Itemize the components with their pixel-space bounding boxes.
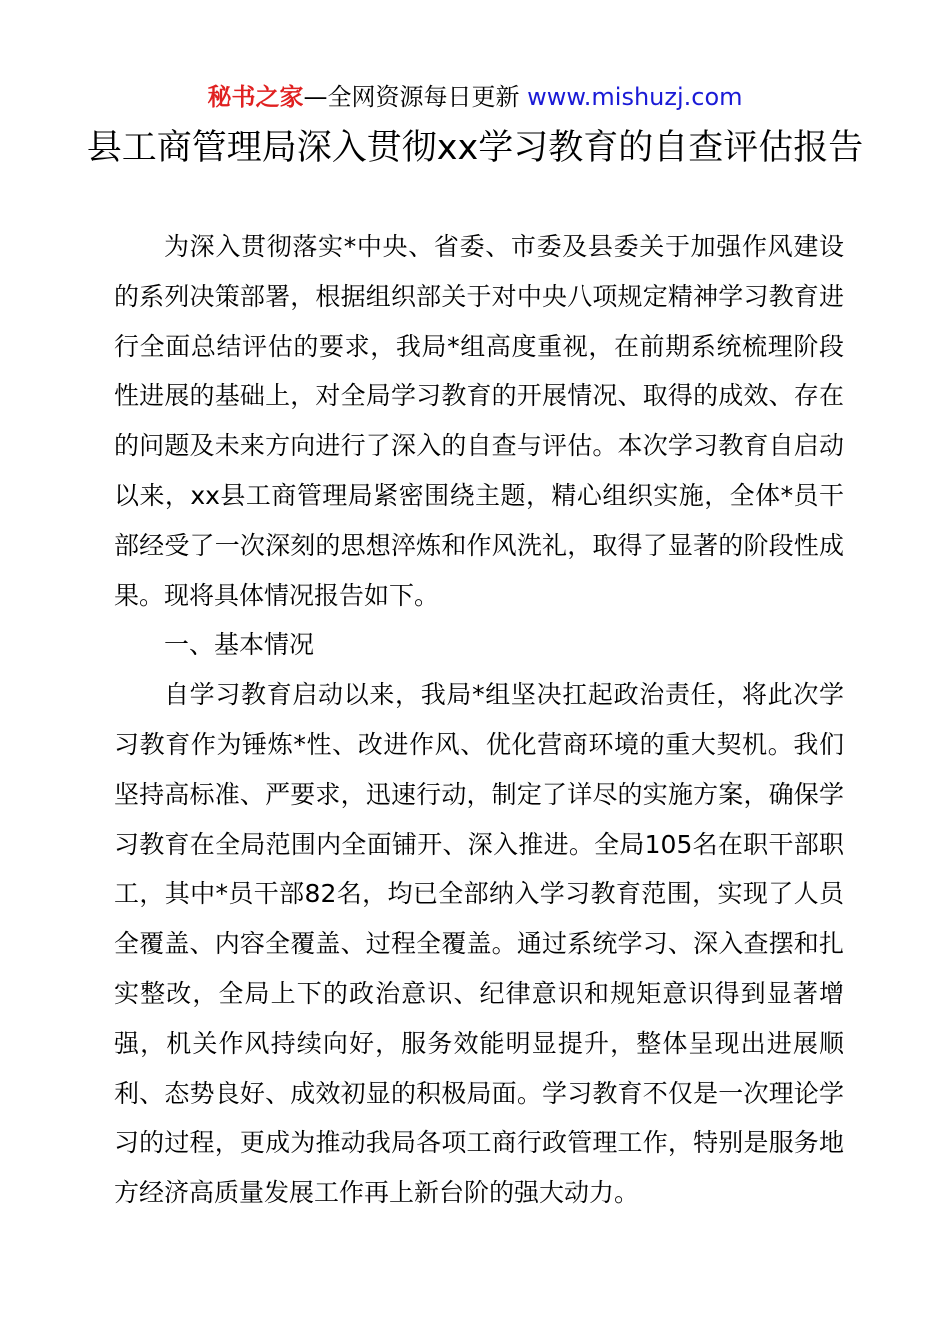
section-heading: 一、基本情况: [164, 630, 315, 660]
intro-paragraph: 为深入贯彻落实*中央、省委、市委及县委关于加强作风建设的系列决策部署，根据组织部关于对中央八项规定精神学习教育进行全面总结评估的要求，我局*组高度重视，在前期系统梳理阶段性进展的基础上，对全局学习教育的开展情况、取得的成效、存在的问题及未来方向进行了深入的自查与评估。本次学习教育自启动以来，xx县工商管理局紧密围绕主题，精心组织实施，全体*员干部经受了一次深刻的思想淬炼和作风洗礼，取得了显著的阶段性成果。现将具体情况报告如下。: [114, 232, 844, 610]
document-title: 县工商管理局深入贯彻xx学习教育的自查评估报告: [86, 128, 864, 168]
site-header: [0, 80, 950, 114]
brand-name: 秘书之家: [207, 83, 304, 111]
body-paragraph: 自学习教育启动以来，我局*组坚决扛起政治责任，将此次学习教育作为锤炼*性、改进作风、优化营商环境的重大契机。我们坚持高标准、严要求，迅速行动，制定了详尽的实施方案，确保学习教育在全局范围内全面铺开、深入推进。全局105名在职干部职工，其中*员干部82名，均已全部纳入学习教育范围，实现了人员全覆盖、内容全覆盖、过程全覆盖。通过系统学习、深入查摆和扎实整改，全局上下的政治意识、纪律意识和规矩意识得到显著增强，机关作风持续向好，服务效能明显提升，整体呈现出进展顺利、态势良好、成效初显的积极局面。学习教育不仅是一次理论学习的过程，更成为推动我局各项工商行政管理工作，特别是服务地方经济高质量发展工作再上新台阶的强大动力。: [114, 680, 844, 1208]
header-tagline: —全网资源每日更新: [303, 83, 520, 111]
document-body: [114, 222, 844, 1218]
site-url-link[interactable]: www.mishuzj.com: [527, 83, 743, 111]
